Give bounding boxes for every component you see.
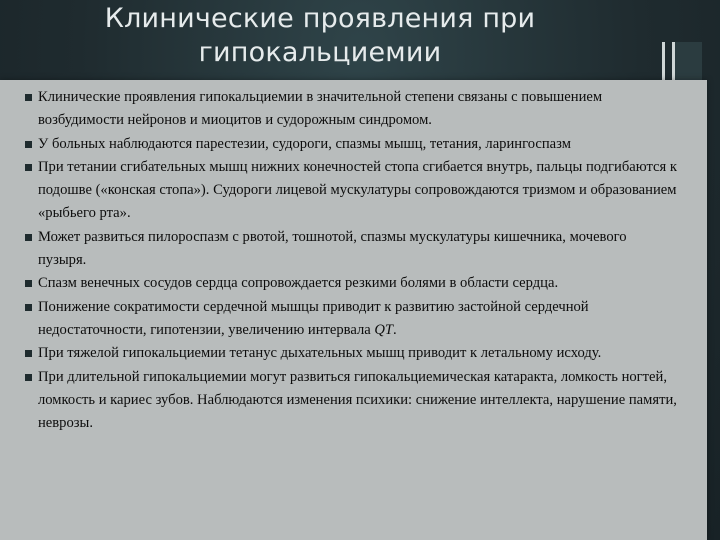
square-bullet-icon (25, 141, 32, 148)
bullet-list (0, 80, 707, 435)
bullet-text: При длительной гипокальциемии могут развиться гипокальциемическая катаракта, ломкость ногтей, ломкость и кариес зубов. Наблюдаются изменения психики: снижение интеллекта, нарушение памяти, неврозы. (38, 368, 677, 432)
square-bullet-icon (25, 350, 32, 357)
title-area (40, 2, 600, 76)
bullet-text: Спазм венечных сосудов сердца сопровождается резкими болями в области сердца. (38, 275, 559, 292)
bullet-text: При тяжелой гипокальциемии тетанус дыхательных мышц приводит к летальному исходу. (38, 345, 602, 362)
bullet-text: Клинические проявления гипокальциемии в значительной степени связаны с повышением возбудимости нейронов и миоцитов и судорожным синдромом. (38, 89, 603, 129)
content-panel (0, 80, 707, 540)
bullet-text: У больных наблюдаются парестезии, судороги, спазмы мышц, тетания, ларингоспазм (38, 135, 571, 152)
slide-title-line-1: Клинические проявления при (104, 3, 536, 34)
slide-title-line-2: гипокальциемии (198, 37, 442, 68)
square-bullet-icon (25, 94, 32, 101)
square-bullet-icon (25, 304, 32, 311)
bullet-item (22, 342, 677, 365)
bullet-item (22, 226, 677, 273)
square-bullet-icon (25, 280, 32, 287)
bullet-text-italic: QT (374, 321, 394, 338)
bullet-item (22, 156, 677, 226)
bullet-text: При тетании сгибательных мышц нижних конечностей стопа сгибается внутрь, пальцы подгибаются к подошве («конская стопа»). Судороги лицевой мускулатуры сопровождаются тризмом и образованием «рыбьего рта». (38, 158, 677, 222)
bullet-item (22, 133, 677, 156)
bullet-item (22, 272, 677, 295)
square-bullet-icon (25, 374, 32, 381)
bullet-text: Может развиться пилороспазм с рвотой, тошнотой, спазмы мускулатуры кишечника, мочевого пузыря. (38, 228, 627, 269)
square-bullet-icon (25, 234, 32, 241)
bullet-item (22, 296, 677, 343)
bullet-text: Понижение сократимости сердечной мышцы приводит к развитию застойной сердечной недостаточности, гипотензии, увеличению интервала (38, 298, 589, 338)
bullet-item (22, 86, 677, 133)
bullet-item (22, 366, 677, 436)
square-bullet-icon (25, 164, 32, 171)
bullet-text-tail: . (393, 321, 397, 338)
slide-title (40, 2, 600, 70)
